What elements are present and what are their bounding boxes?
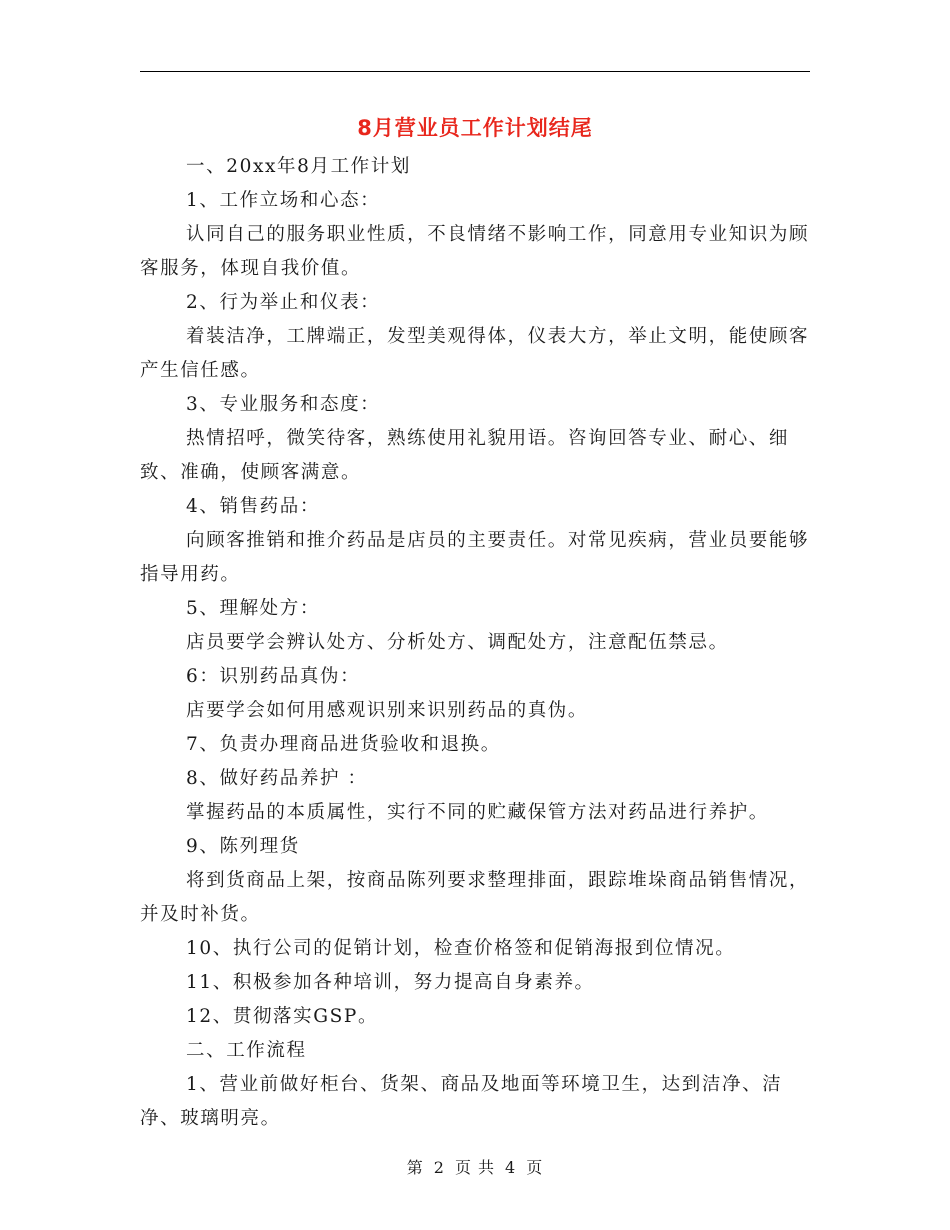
paragraph: 认同自己的服务职业性质，不良情绪不影响工作，同意用专业知识为顾客服务，体现自我价值。 (140, 224, 810, 279)
paragraph: 热情招呼，微笑待客，熟练使用礼貌用语。咨询回答专业、耐心、细致、准确，使顾客满意。 (140, 428, 790, 483)
paragraph: 8、做好药品养护 ： (186, 768, 368, 789)
paragraph: 12、贯彻落实GSP。 (186, 1006, 379, 1027)
paragraph: 店要学会如何用感观识别来识别药品的真伪。 (186, 700, 589, 721)
paragraph: 4、销售药品： (186, 496, 320, 517)
paragraph: 6：识别药品真伪： (186, 666, 361, 687)
paragraph: 1、工作立场和心态： (186, 190, 381, 211)
page-total: 4 (505, 1158, 517, 1177)
paragraph: 11、积极参加各种培训，努力提高自身素养。 (186, 972, 595, 993)
page-label-mid: 页 共 (454, 1158, 496, 1177)
paragraph: 5、理解处方： (186, 598, 320, 619)
paragraph: 一、20xx年8月工作计划 (186, 156, 411, 177)
paragraph: 9、陈列理货 (186, 836, 300, 857)
paragraph: 二、工作流程 (186, 1040, 307, 1061)
document-title: 8月营业员工作计划结尾 (357, 116, 593, 140)
page-label-prefix: 第 (406, 1158, 424, 1177)
header-rule (140, 71, 810, 72)
document-body (140, 150, 812, 1136)
paragraph: 3、专业服务和态度： (186, 394, 381, 415)
page-footer (0, 1155, 950, 1178)
paragraph: 7、负责办理商品进货验收和退换。 (186, 734, 501, 755)
paragraph: 10、执行公司的促销计划，检查价格签和促销海报到位情况。 (186, 938, 736, 959)
paragraph: 店员要学会辨认处方、分析处方、调配处方，注意配伍禁忌。 (186, 632, 729, 653)
page-current: 2 (433, 1158, 445, 1177)
paragraph: 向顾客推销和推介药品是店员的主要责任。对常见疾病，营业员要能够指导用药。 (140, 530, 810, 585)
paragraph: 着装洁净，工牌端正，发型美观得体，仪表大方，举止文明，能使顾客产生信任感。 (140, 326, 810, 381)
paragraph: 2、行为举止和仪表： (186, 292, 381, 313)
page-label-suffix: 页 (526, 1158, 544, 1177)
paragraph: 将到货商品上架，按商品陈列要求整理排面，跟踪堆垛商品销售情况，并及时补货。 (140, 870, 810, 925)
paragraph: 掌握药品的本质属性，实行不同的贮藏保管方法对药品进行养护。 (186, 802, 769, 823)
paragraph: 1、营业前做好柜台、货架、商品及地面等环境卫生，达到洁净、洁净、玻璃明亮。 (140, 1074, 783, 1129)
